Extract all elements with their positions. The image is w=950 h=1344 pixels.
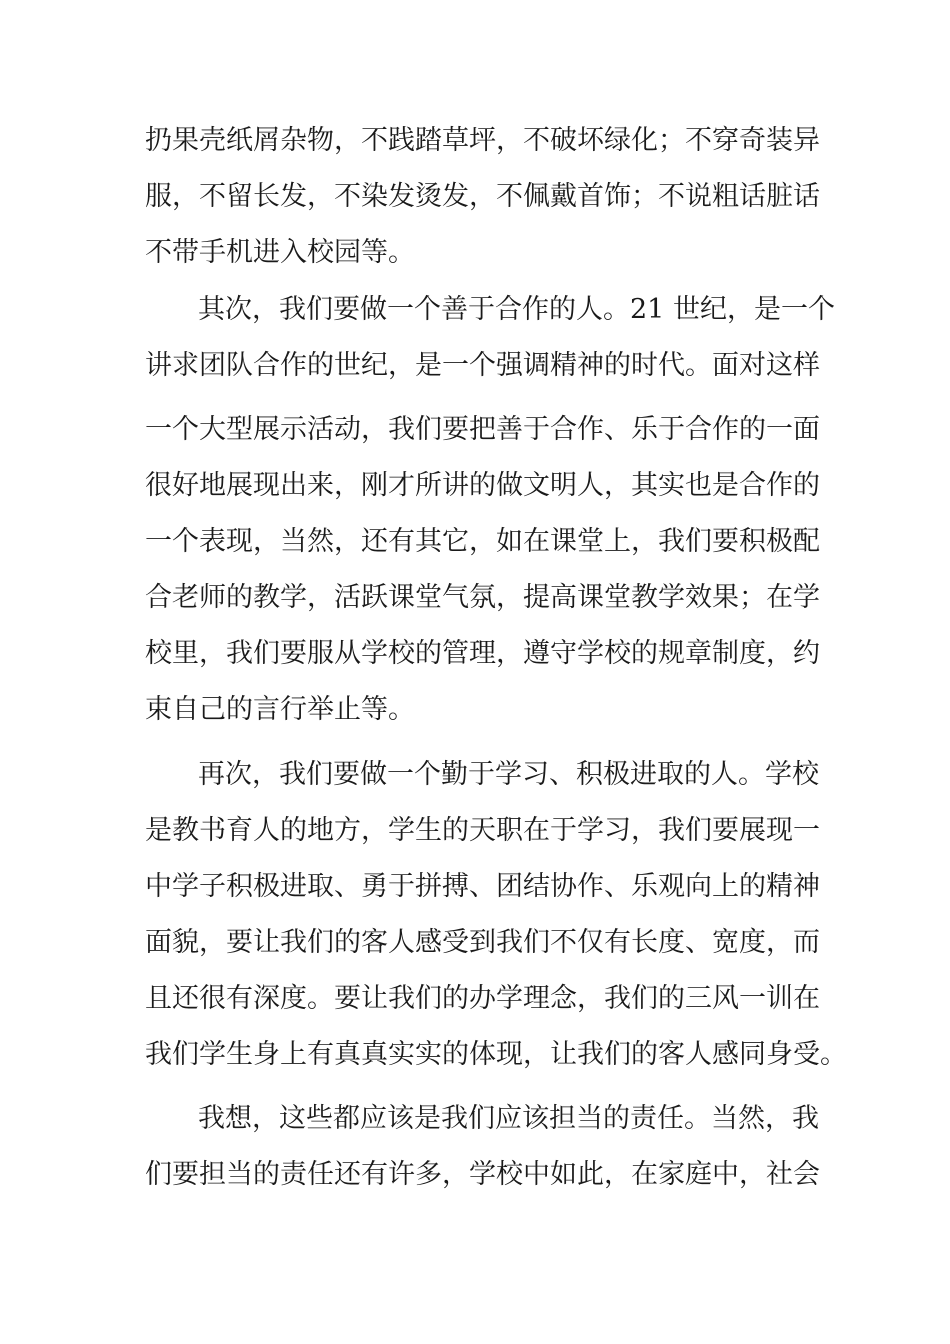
- text-line: 束自己的言行举止等。: [145, 694, 415, 725]
- text-line: 一个表现，当然，还有其它，如在课堂上，我们要积极配: [145, 526, 820, 557]
- text-line: 很好地展现出来，刚才所讲的做文明人，其实也是合作的: [145, 470, 820, 501]
- text-line: 是教书育人的地方，学生的天职在于学习，我们要展现一: [145, 815, 820, 846]
- paragraph-start-line: 其次，我们要做一个善于合作的人。21 世纪，是一个: [198, 294, 835, 325]
- text-line: 服，不留长发，不染发烫发，不佩戴首饰；不说粗话脏话: [145, 181, 820, 212]
- text-line: 合老师的教学，活跃课堂气氛，提高课堂教学效果；在学: [145, 582, 820, 613]
- paragraph-start-line: 我想，这些都应该是我们应该担当的责任。当然，我: [198, 1103, 819, 1134]
- text-line: 面貌，要让我们的客人感受到我们不仅有长度、宽度，而: [145, 927, 820, 958]
- text-line: 扔果壳纸屑杂物，不践踏草坪，不破坏绿化；不穿奇装异: [145, 125, 820, 156]
- text-line: 校里，我们要服从学校的管理，遵守学校的规章制度，约: [145, 638, 820, 669]
- text-line: 们要担当的责任还有许多，学校中如此，在家庭中，社会: [145, 1159, 820, 1190]
- paragraph-start-line: 再次，我们要做一个勤于学习、积极进取的人。学校: [198, 759, 819, 790]
- text-line: 一个大型展示活动，我们要把善于合作、乐于合作的一面: [145, 414, 820, 445]
- text-line: 我们学生身上有真真实实的体现，让我们的客人感同身受。: [145, 1039, 847, 1070]
- text-line: 不带手机进入校园等。: [145, 237, 415, 268]
- text-line: 中学子积极进取、勇于拼搏、团结协作、乐观向上的精神: [145, 871, 820, 902]
- text-line: 且还很有深度。要让我们的办学理念，我们的三风一训在: [145, 983, 820, 1014]
- text-line: 讲求团队合作的世纪，是一个强调精神的时代。面对这样: [145, 350, 820, 381]
